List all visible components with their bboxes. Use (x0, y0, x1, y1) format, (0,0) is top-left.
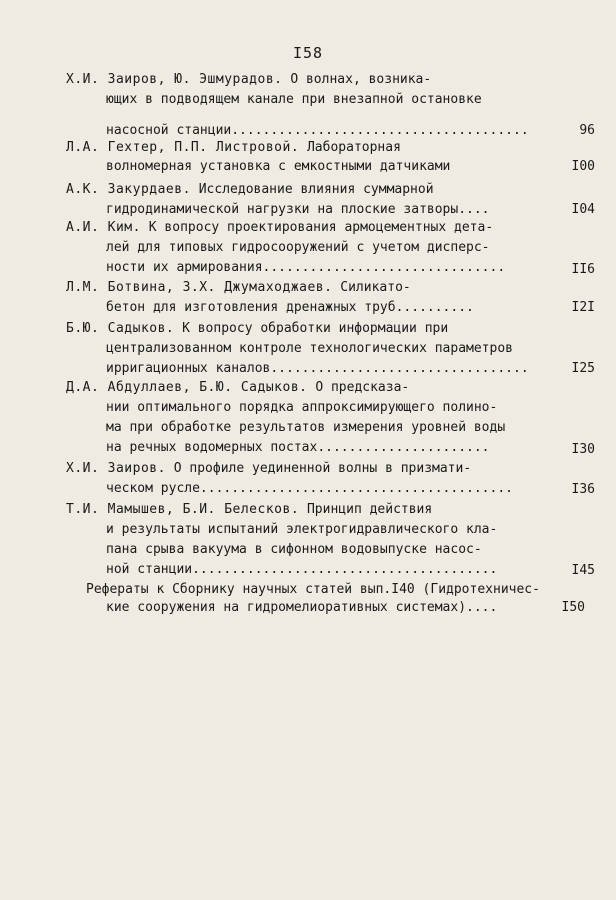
entry-title-line: насосной станции...................................... (106, 123, 529, 138)
entry-title-line: ирригационных каналов................................. (106, 361, 529, 376)
entry-page: I04 (571, 202, 595, 217)
entry-title-line: ной станции....................................... (106, 562, 498, 577)
entry-title-line: и результаты испытаний электрогидравлического кла- (106, 522, 498, 537)
entry-title-line: гидродинамической нагрузки на плоские затворы.... (106, 202, 490, 217)
toc-line (66, 459, 471, 479)
toc-line (66, 500, 432, 520)
entry-page: I25 (571, 361, 595, 376)
toc-line (66, 180, 434, 200)
entry-author: Л.А. Гехтер, П.П. Листровой. (66, 140, 300, 155)
toc-line (66, 138, 401, 158)
entry-author: Х.И. Заиров. (66, 461, 166, 476)
entry-author: А.И. Ким. (66, 220, 141, 235)
entry-author: Х.И. Заиров, Ю. Эшмурадов. (66, 72, 283, 87)
entry-title-line: ющих в подводящем канале при внезапной остановке (106, 92, 482, 107)
referats-line: Рефераты к Сборнику научных статей вып.I40 (Гидротехничес- (86, 582, 540, 597)
entry-title-line: О предсказа- (315, 380, 410, 395)
referats-line: кие сооружения на гидромелиоративных системах).... (106, 600, 498, 615)
entry-author: А.К. Закурдаев. (66, 182, 191, 197)
entry-title-line: Исследование влияния суммарной (198, 182, 434, 197)
entry-author: Л.М. Ботвина, З.Х. Джумаходжаев. (66, 280, 333, 295)
page-number: I58 (292, 44, 324, 62)
entry-author: Т.И. Мамышев, Б.И. Белесков. (66, 502, 300, 517)
toc-line (66, 319, 448, 339)
entry-title-line: на речных водомерных постах...................... (106, 440, 490, 455)
entry-title-line: ма при обработке результатов измерения уровней воды (106, 420, 506, 435)
entry-page: I30 (571, 442, 595, 457)
entry-page: I00 (571, 159, 595, 174)
entry-page: II6 (571, 262, 595, 277)
entry-title-line: Силикато- (340, 280, 411, 295)
entry-title-line: централизованном контроле технологических параметров (106, 341, 513, 356)
entry-title-line: Лабораторная (306, 140, 401, 155)
entry-page: 96 (579, 123, 595, 138)
entry-title-line: пана срыва вакуума в сифонном водовыпуске насос- (106, 542, 482, 557)
entry-author: Д.А. Абдуллаев, Б.Ю. Садыков. (66, 380, 308, 395)
entry-title-line: лей для типовых гидросооружений с учетом дисперс- (106, 240, 490, 255)
entry-title-line: ности их армирования............................... (106, 260, 506, 275)
entry-title-line: О волнах, возника- (290, 72, 432, 87)
entry-title-line: К вопросу обработки информации при (182, 321, 449, 336)
toc-line (66, 278, 411, 298)
toc-line (66, 378, 409, 398)
entry-title-line: ческом русле........................................ (106, 481, 513, 496)
entry-title-line: волномерная установка с емкостными датчиками (106, 159, 451, 174)
entry-page: I2I (571, 300, 595, 315)
entry-author: Б.Ю. Садыков. (66, 321, 175, 336)
entry-page: I45 (571, 563, 595, 578)
referats-page: I50 (561, 600, 585, 615)
entry-title-line: бетон для изготовления дренажных труб.......... (106, 300, 474, 315)
toc-line (66, 70, 431, 90)
entry-title-line: Принцип действия (306, 502, 433, 517)
entry-title-line: нии оптимального порядка аппроксимирующего полино- (106, 400, 498, 415)
entry-title-line: К вопросу проектирования армоцементных дета- (148, 220, 494, 235)
entry-title-line: О профиле уединенной волны в призмати- (173, 461, 472, 476)
entry-page: I36 (571, 482, 595, 497)
toc-line (66, 218, 493, 238)
